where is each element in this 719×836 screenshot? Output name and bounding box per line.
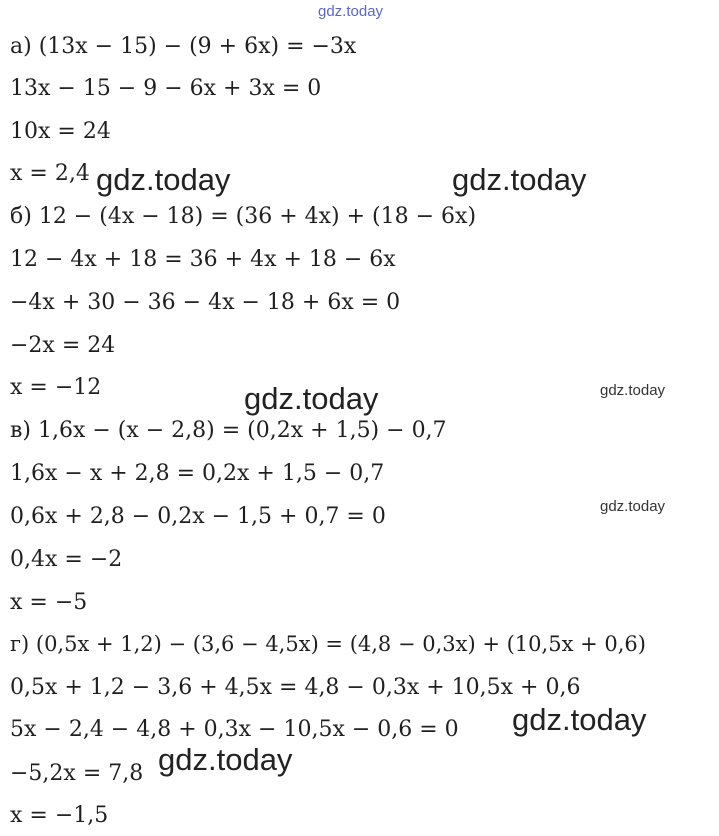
watermark-1: gdz.today xyxy=(96,162,231,197)
solution-v-line-2: 1,6x − x + 2,8 = 0,2x + 1,5 − 0,7 xyxy=(10,461,385,486)
watermark-7: gdz.today xyxy=(158,742,293,777)
solution-v-line-3: 0,6x + 2,8 − 0,2x − 1,5 + 0,7 = 0 xyxy=(10,504,386,529)
solution-g-line-1: г) (0,5x + 1,2) − (3,6 − 4,5x) = (4,8 − 0,3x) + (10,5x + 0,6) xyxy=(10,632,646,656)
solution-v-line-5: x = −5 xyxy=(10,590,88,615)
solution-b-line-5: x = −12 xyxy=(10,375,102,400)
solution-a-line-1: а) (13x − 15) − (9 + 6x) = −3x xyxy=(10,34,357,59)
watermark-5: gdz.today xyxy=(600,498,666,515)
solution-b-line-1: б) 12 − (4x − 18) = (36 + 4x) + (18 − 6x) xyxy=(10,204,477,229)
solution-g-line-5: x = −1,5 xyxy=(10,803,109,828)
watermark-6: gdz.today xyxy=(512,702,647,737)
solution-b-line-2: 12 − 4x + 18 = 36 + 4x + 18 − 6x xyxy=(10,247,396,272)
watermark-3: gdz.today xyxy=(244,381,379,416)
solution-g-line-4: −5,2x = 7,8 xyxy=(10,761,144,786)
solution-v-line-4: 0,4x = −2 xyxy=(10,547,123,572)
solution-b-line-4: −2x = 24 xyxy=(10,333,116,358)
solution-a-line-3: 10x = 24 xyxy=(10,119,111,144)
watermark-4: gdz.today xyxy=(600,382,666,399)
solution-v-line-1: в) 1,6x − (x − 2,8) = (0,2x + 1,5) − 0,7 xyxy=(10,418,447,443)
watermark-2: gdz.today xyxy=(452,162,587,197)
watermark-top: gdz.today xyxy=(318,3,384,20)
solution-a-line-2: 13x − 15 − 9 − 6x + 3x = 0 xyxy=(10,76,322,101)
solution-g-line-2: 0,5x + 1,2 − 3,6 + 4,5x = 4,8 − 0,3x + 10,5x + 0,6 xyxy=(10,675,581,700)
solution-b-line-3: −4x + 30 − 36 − 4x − 18 + 6x = 0 xyxy=(10,290,401,315)
solution-g-line-3: 5x − 2,4 − 4,8 + 0,3x − 10,5x − 0,6 = 0 xyxy=(10,717,459,742)
solution-a-line-4: x = 2,4 xyxy=(10,161,90,186)
